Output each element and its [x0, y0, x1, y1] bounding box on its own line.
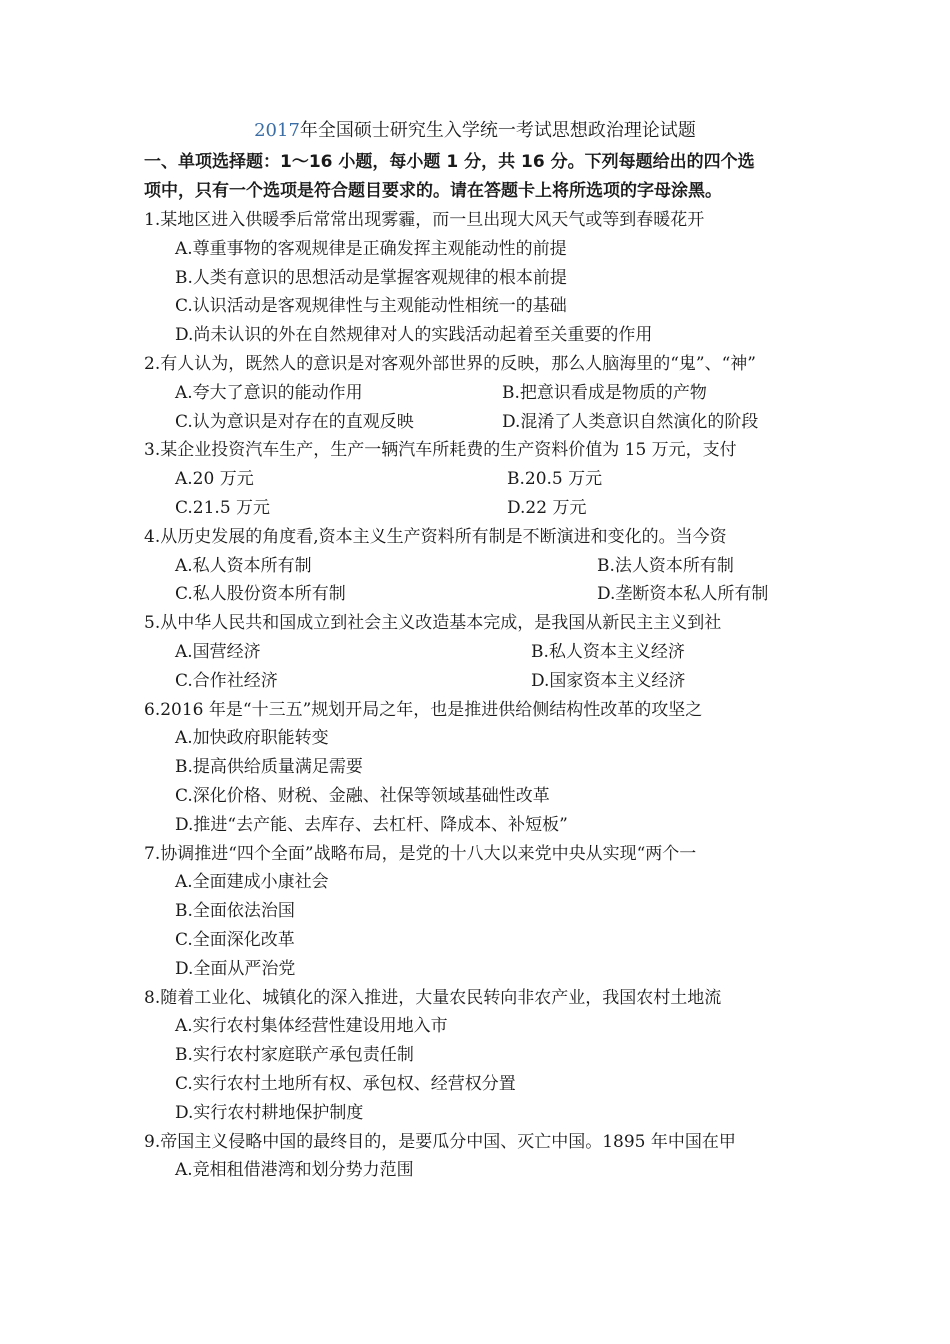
option-c: C.深化价格、财税、金融、社保等领域基础性改革: [175, 785, 550, 806]
option-b: B.20.5 万元: [507, 469, 603, 490]
option-c: C.21.5 万元: [175, 497, 271, 518]
option-c: C.全面深化改革: [175, 929, 295, 950]
question-5: [144, 609, 812, 695]
option-a: A.加快政府职能转变: [175, 728, 329, 749]
question-4: [144, 523, 812, 609]
option-row: [144, 638, 812, 667]
option-a: A.国营经济: [175, 641, 261, 662]
question-stem: 4.从历史发展的角度看,资本主义生产资料所有制是不断演进和变化的。当今资: [144, 526, 727, 547]
option-a: A.实行农村集体经营性建设用地入市: [175, 1016, 448, 1037]
option-c: C.认识活动是客观规律性与主观能动性相统一的基础: [175, 296, 567, 317]
option-b: B.法人资本所有制: [597, 555, 734, 576]
question-6: [144, 696, 812, 840]
option-a: A.竞相租借港湾和划分势力范围: [175, 1160, 414, 1181]
option-c: C.私人股份资本所有制: [175, 584, 346, 605]
option-d: D.混淆了人类意识自然演化的阶段: [502, 411, 759, 432]
option-a: A.尊重事物的客观规律是正确发挥主观能动性的前提: [175, 238, 567, 259]
question-2: [144, 350, 812, 436]
option-row: [144, 408, 812, 437]
option-b: B.实行农村家庭联产承包责任制: [175, 1045, 414, 1066]
option-c: C.合作社经济: [175, 670, 278, 691]
question-stem: 9.帝国主义侵略中国的最终目的，是要瓜分中国、灭亡中国。1895 年中国在甲: [144, 1131, 736, 1152]
option-b: B.人类有意识的思想活动是掌握客观规律的根本前提: [175, 267, 567, 288]
question-stem: 7.协调推进“四个全面”战略布局，是党的十八大以来党中央从实现“两个一: [144, 843, 697, 864]
question-list: [144, 206, 812, 1185]
option-d: D.实行农村耕地保护制度: [175, 1102, 364, 1123]
option-d: D.推进“去产能、去库存、去杠杆、降成本、补短板”: [175, 814, 568, 835]
question-stem: 5.从中华人民共和国成立到社会主义改造基本完成，是我国从新民主主义到社: [144, 613, 722, 634]
option-d: D.垄断资本私人所有制: [597, 584, 769, 605]
option-row: [144, 552, 812, 581]
exam-title: [0, 118, 950, 144]
exam-title-text: 年全国硕士研究生入学统一考试思想政治理论试题: [299, 120, 696, 141]
option-a: A.20 万元: [175, 469, 254, 490]
option-d: D.国家资本主义经济: [531, 670, 686, 691]
exam-title-year: 2017: [254, 120, 300, 141]
option-a: A.夸大了意识的能动作用: [175, 382, 363, 403]
question-stem: 2.有人认为，既然人的意识是对客观外部世界的反映，那么人脑海里的“鬼”、“神”: [144, 353, 756, 374]
option-b: B.提高供给质量满足需要: [175, 757, 363, 778]
question-stem: 8.随着工业化、城镇化的深入推进，大量农民转向非农产业，我国农村土地流: [144, 987, 722, 1008]
option-row: [144, 494, 812, 523]
option-d: D.全面从严治党: [175, 958, 296, 979]
option-d: D.22 万元: [507, 497, 587, 518]
option-c: C.实行农村土地所有权、承包权、经营权分置: [175, 1073, 516, 1094]
question-stem: 3.某企业投资汽车生产，生产一辆汽车所耗费的生产资料价值为 15 万元，支付: [144, 440, 737, 461]
question-9: [144, 1128, 812, 1186]
question-7: [144, 840, 812, 984]
option-row: [144, 465, 812, 494]
option-row: [144, 379, 812, 408]
option-a: A.全面建成小康社会: [175, 872, 329, 893]
section-instructions: [144, 148, 824, 206]
section-instructions-line: 项中，只有一个选项是符合题目要求的。请在答题卡上将所选项的字母涂黑。: [144, 181, 722, 201]
option-b: B.把意识看成是物质的产物: [502, 382, 707, 403]
option-b: B.私人资本主义经济: [531, 641, 685, 662]
option-d: D.尚未认识的外在自然规律对人的实践活动起着至关重要的作用: [175, 325, 653, 346]
option-row: [144, 580, 812, 609]
option-a: A.私人资本所有制: [175, 555, 312, 576]
question-8: [144, 984, 812, 1128]
option-b: B.全面依法治国: [175, 901, 295, 922]
question-stem: 1.某地区进入供暖季后常常出现雾霾，而一旦出现大风天气或等到春暖花开: [144, 210, 705, 230]
question-3: [144, 436, 812, 522]
option-c: C.认为意识是对存在的直观反映: [175, 411, 414, 432]
question-stem: 6.2016 年是“十三五”规划开局之年，也是推进供给侧结构性改革的攻坚之: [144, 699, 703, 720]
question-1: [144, 206, 812, 350]
section-instructions-line: 一、单项选择题：1～16 小题，每小题 1 分，共 16 分。下列每题给出的四个选: [144, 152, 755, 172]
option-row: [144, 667, 812, 696]
